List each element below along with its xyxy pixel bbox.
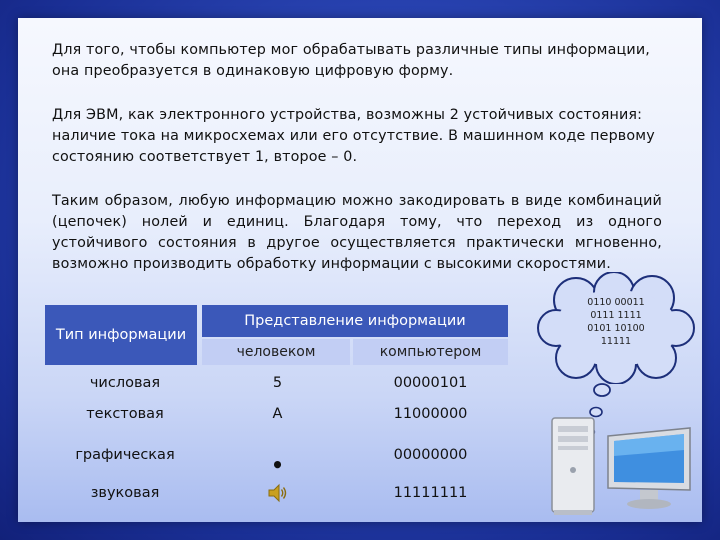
table-cell-type: числовая bbox=[89, 375, 161, 391]
table-cell-human: • bbox=[271, 453, 284, 477]
table-subheader-computer: компьютером bbox=[353, 339, 508, 365]
cloud-line: 11111 bbox=[600, 336, 632, 347]
computer-icon bbox=[540, 410, 700, 520]
table-cell-human: А bbox=[272, 406, 283, 422]
table-cell-type: текстовая bbox=[86, 406, 164, 422]
cloud-line: 0101 10100 bbox=[587, 323, 645, 334]
speaker-icon bbox=[210, 478, 345, 508]
paragraph-1: Для того, чтобы компьютер мог обрабатывать различные типы информации, она преобразуется в одинаковую цифровую форму. bbox=[52, 42, 650, 79]
cloud-line: 0111 1111 bbox=[590, 310, 642, 321]
cloud-binary-text bbox=[556, 296, 676, 348]
table-cell-computer: 11000000 bbox=[393, 406, 468, 422]
table-cell-type: звуковая bbox=[90, 485, 160, 501]
table-cell-human: 5 bbox=[272, 375, 283, 391]
table-subheader-human: человеком bbox=[202, 339, 350, 365]
table-header-representation: Представление информации bbox=[202, 305, 508, 337]
table-cell-computer: 00000101 bbox=[393, 375, 468, 391]
cloud-line: 0110 00011 bbox=[587, 297, 645, 308]
table-cell-type: графическая bbox=[75, 447, 175, 463]
paragraph-3: Таким образом, любую информацию можно закодировать в виде комбинаций (цепочек) нолей и единиц. Благодаря тому, что переход из одного устойчивого состояния в другое осуществляется практически мгновенно, возможно производить обработку информации с высокими скоростями. bbox=[52, 193, 662, 272]
table-header-type: Тип информации bbox=[45, 305, 197, 365]
paragraph-2: Для ЭВМ, как электронного устройства, возможны 2 устойчивых состояния: наличие тока на микросхемах или его отсутствие. В машинном коде первому состоянию соответствует 1, второе – 0. bbox=[52, 107, 655, 165]
table-cell-computer: 11111111 bbox=[393, 485, 468, 501]
table-cell-computer: 00000000 bbox=[393, 447, 468, 463]
